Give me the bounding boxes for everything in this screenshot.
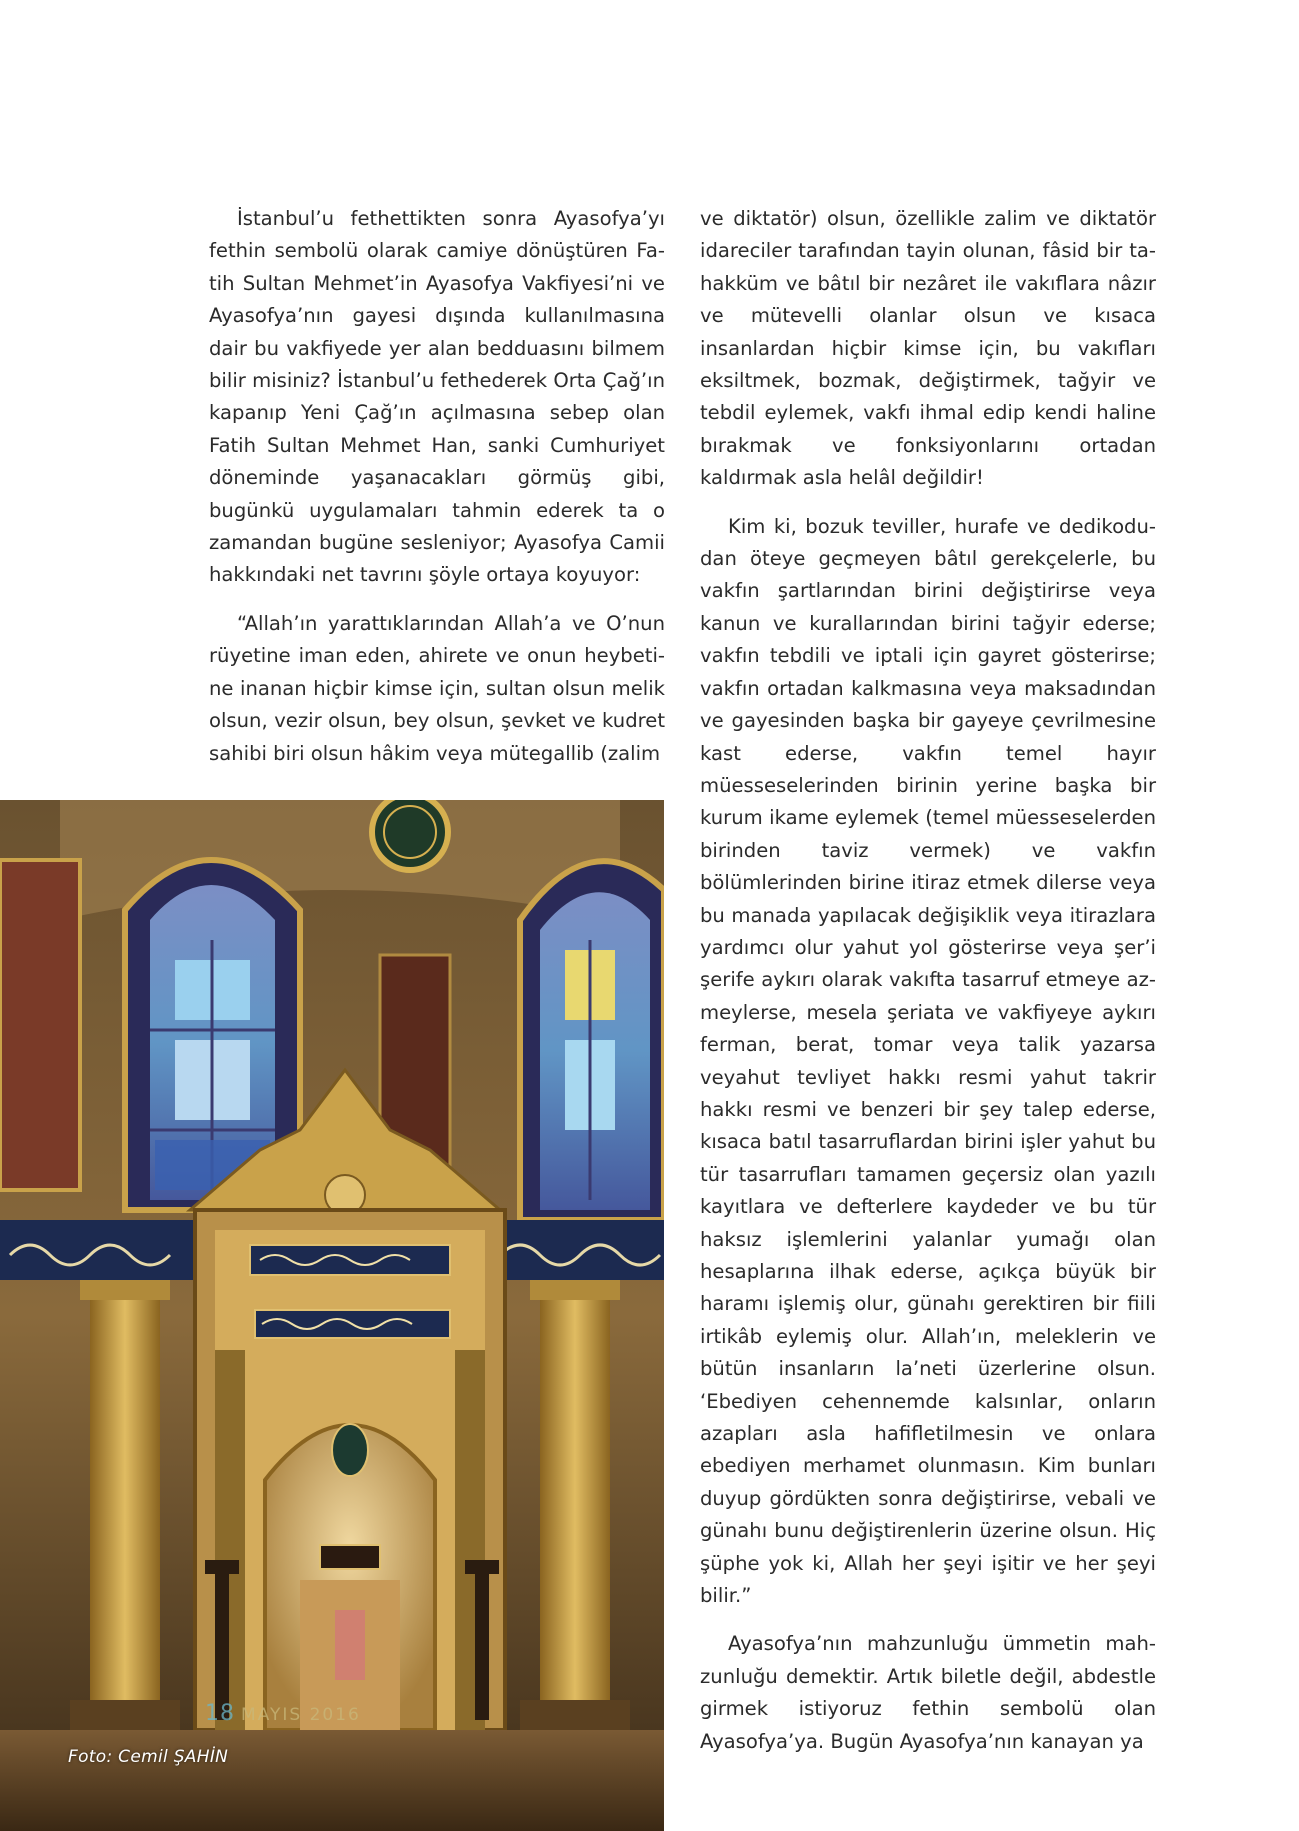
paragraph-quote-start: “Allah’ın yarattıklarından Allah’a ve O’nun rüyetine iman eden, ahirete ve onun heybetine inanan hiçbir kimse için, sultan olsun melik olsun, vezir olsun, bey olsun, şevket ve kudret sahibi biri olsun hâkim veya mütegallib (zalim	[209, 611, 665, 765]
paragraph: Ayasofya’nın mahzunluğu ümmetin mahzunluğu demektir. Artık biletle değil, abdestle girmek istiyoruz fethin sembolü olan Ayasofya’ya. Bugün Ayasofya’nın kanayan ya	[700, 1632, 1156, 1753]
right-text-column	[700, 203, 1156, 1774]
issue-date: MAYIS 2016	[241, 1705, 361, 1725]
left-text-column	[209, 203, 665, 786]
mihrab-photo	[0, 800, 664, 1831]
paragraph: Kim ki, bozuk teviller, hurafe ve dedikodudan öteye geçmeyen bâtıl gerekçelerle, bu vakfın şartlarından birini değiştirirse veya kanun ve kurallarından birini tağyir ederse; vakfın tebdili ve iptali için gayret gösterirse; vakfın ortadan kalkmasına veya maksadından ve gayesinden başka bir gayeye çevrilmesine kast ederse, vakfın temel hayır müesseselerinden birinin yerine başka bir kurum ikame eylemek (temel müesseselerden birinden taviz vermek) ve vakfın bölümlerinden birine itiraz etmek dilerse veya bu manada yapılacak değişiklik veya itirazlara yardımcı olur yahut yol gösterirse veya şer’i şerife aykırı olarak vakıfta tasarruf etmeye azmeylerse, mesela şeriata ve vakfiyeye aykırı ferman, berat, tomar veya talik yazarsa veyahut tevliyet hakkı resmi yahut takrir hakkı resmi ve benzeri bir şey talep ederse, kısaca batıl tasarruflardan birini işler yahut bu tür tasarrufları tamamen geçersiz olan yazılı kayıtlara ve defterlere kaydeder ve bu tür haksız işlemlerini yalanlar yumağı olan hesaplarına ilhak ederse, açıkça büyük bir haramı işlemiş olur, günahı gerektiren bir fiili irtikâb eylemiş olur. Allah’ın, meleklerin ve bütün insanların la’neti üzerlerine olsun. ‘Ebediyen cehennemde kalsınlar, onların azapları asla hafifletilmesin ve onlara ebediyen merhamet olunmasın. Kim bunları duyup gördükten sonra değiştirirse, vebali ve günahı bunu değiştirenlerin üzerine olsun. Hiç şüphe yok ki, Allah her şeyi işitir ve her şeyi bilir.”	[700, 514, 1156, 1608]
page-number: 18	[205, 1701, 235, 1726]
paragraph-quote-continued: ve diktatör) olsun, özellikle zalim ve diktatör idareciler tarafından tayin olunan, fâsid bir tahakküm ve bâtıl bir nezâret ile vakıflara nâzır ve mütevelli olanlar olsun ve kısaca insanlardan hiçbir kimse için, bu vakıfları eksiltmek, bozmak, değiştirmek, tağyir ve tebdil eylemek, vakfı ihmal edip kendi haline bırakmak ve fonksiyonlarını ortadan kaldırmak asla helâl değildir!	[700, 207, 1156, 490]
paragraph: İstanbul’u fethettikten sonra Ayasofya’yı fethin sembolü olarak camiye dönüştüren Fatih Sultan Mehmet’in Ayasofya Vakfiyesi’ni ve Ayasofya’nın gayesi dışında kullanılmasına dair bu vakfiyede yer alan bedduasını bilmem bilir misiniz? İstanbul’u fethederek Orta Çağ’ın kapanıp Yeni Çağ’ın açılmasına sebep olan Fatih Sultan Mehmet Han, sanki Cumhuriyet döneminde yaşanacakları görmüş gibi, bugünkü uygulamaları tahmin ederek ta o zamandan bugüne sesleniyor; Ayasofya Camii hakkındaki net tavrını şöyle ortaya koyuyor:	[209, 207, 665, 587]
page-folio	[205, 1701, 361, 1726]
photo-credit: Foto: Cemil ŞAHİN	[68, 1747, 229, 1767]
